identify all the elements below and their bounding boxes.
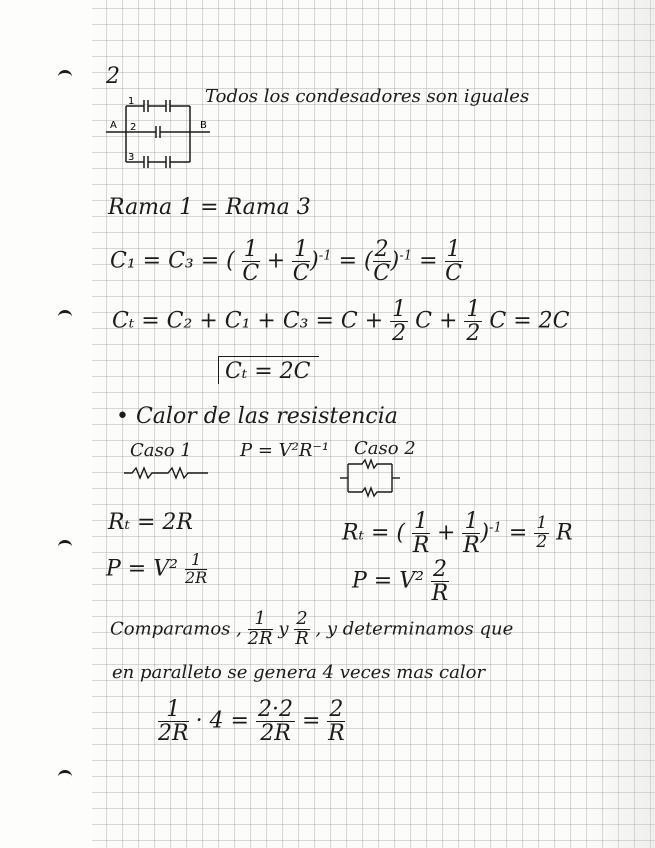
branch-2-label: 2 bbox=[130, 122, 137, 133]
rama-equation: Rama 1 = Rama 3 bbox=[108, 195, 311, 220]
branch-1-label: 1 bbox=[128, 96, 135, 107]
case-2-resistance: Rₜ = ( $\frac{1}{R}$ + $\frac{1}{R}$ )$^{-1}$ = $\frac{1}{2}$ R bbox=[342, 509, 573, 559]
case-1-power-result: P = V² $\frac{1}{2R}$ bbox=[106, 550, 208, 587]
case-2-title: Caso 2 bbox=[354, 438, 416, 459]
page-margin bbox=[0, 0, 92, 848]
equation-c1-c3: C₁ = C₃ = ( $\frac{1}{C}$ + $\frac{1}{C}$ )$^{-1}$ = ( $\frac{2}{C}$ )$^{-1}$ = $\frac{1}{C}$ bbox=[110, 237, 462, 287]
page-edge-shadow bbox=[585, 0, 655, 848]
binder-hole-mark bbox=[58, 770, 72, 783]
case-1-resistance: Rₜ = 2R bbox=[108, 510, 193, 535]
section-heat-title: • Calor de las resistencia bbox=[116, 404, 398, 429]
case-2-power-result: P = V² $\frac{2}{R}$ bbox=[352, 557, 449, 607]
node-b-label: B bbox=[200, 120, 207, 131]
equation-ct-sum: Cₜ = C₂ + C₁ + C₃ = C + $\frac{1}{2}$ C + $\frac{1}{2}$ C = 2C bbox=[112, 297, 570, 347]
case-1-resistor-series bbox=[124, 466, 208, 480]
branch-3-label: 3 bbox=[128, 152, 135, 163]
conclusion-line: en paralleto se genera 4 veces mas calor bbox=[112, 662, 486, 683]
problem-number: 2 bbox=[106, 64, 120, 89]
node-a-label: A bbox=[110, 120, 117, 131]
case-2-resistor-parallel bbox=[340, 458, 400, 498]
final-equation: $\frac{1}{2R}$ · 4 = $\frac{2\cdot 2}{2R}$ = $\frac{2}{R}$ bbox=[158, 697, 345, 747]
binder-hole-mark bbox=[58, 310, 72, 323]
boxed-result-ct: Cₜ = 2C bbox=[218, 356, 319, 384]
note-equal-capacitors: Todos los condesadores son iguales bbox=[205, 86, 530, 107]
capacitor-circuit-diagram bbox=[104, 96, 214, 176]
binder-hole-mark bbox=[58, 540, 72, 553]
case-1-power: P = V²R⁻¹ bbox=[240, 440, 330, 461]
comparison-line: Comparamos , $\frac{1}{2R}$ y $\frac{2}{R}$ , y determinamos que bbox=[110, 608, 514, 649]
case-1-title: Caso 1 bbox=[130, 440, 192, 461]
binder-hole-mark bbox=[58, 70, 72, 83]
